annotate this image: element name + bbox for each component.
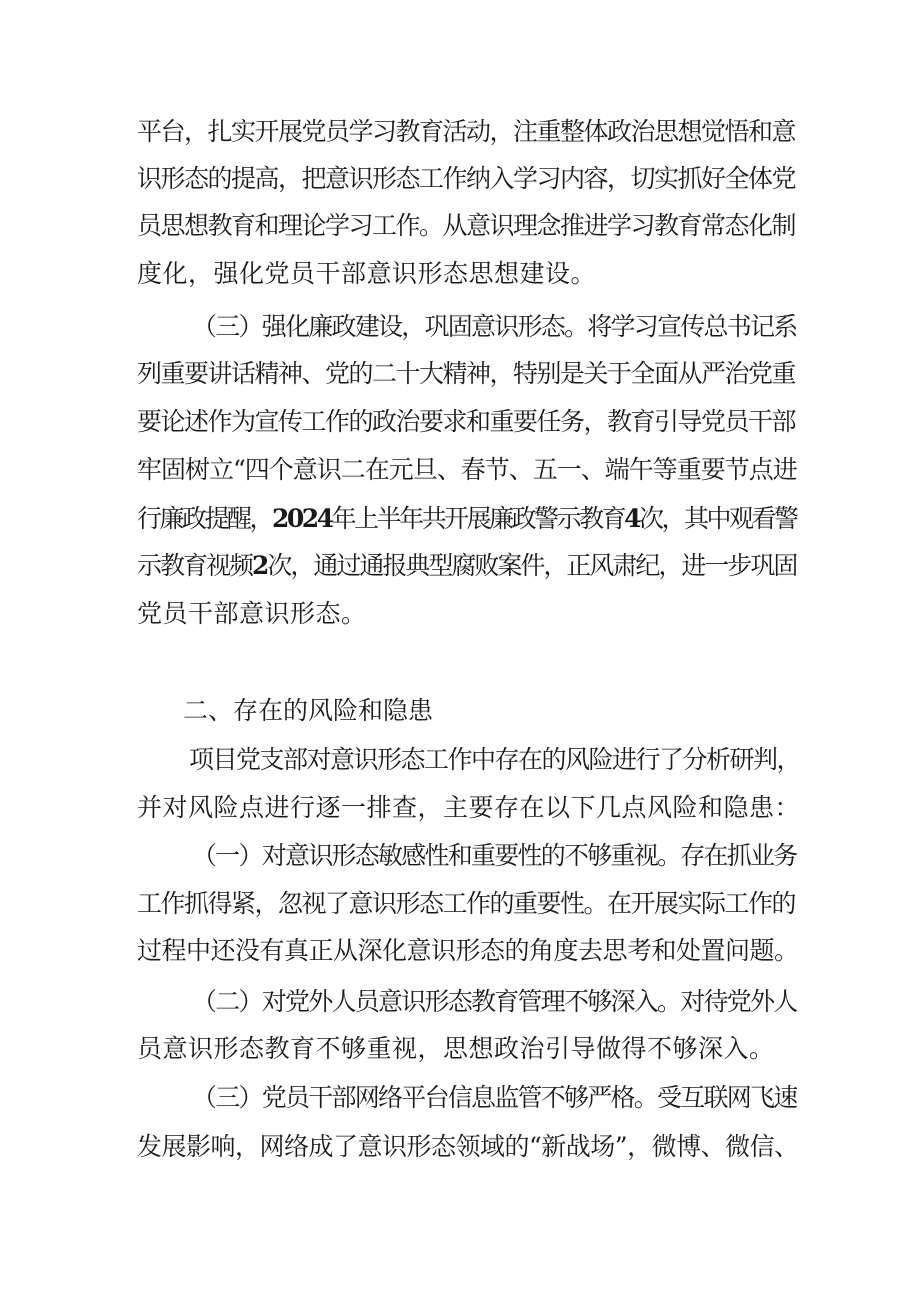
paragraph-2-line-4: 牢固树立“四个意识二在元旦、春节、五一、端午等重要节点进 <box>137 455 797 484</box>
paragraph-2-line-6 <box>137 553 796 578</box>
paragraph-2-line-1: （三）强化廉政建设，巩固意识形态。将学习宣传总书记系 <box>192 312 797 341</box>
line-6-suffix: 次，通过通报典型腐败案件，正风肃纪，进一步巩固 <box>267 551 797 580</box>
paragraph-2-line-5 <box>137 506 797 531</box>
line-6-prefix: 示教育视频 <box>137 551 253 580</box>
paragraph-4-line-3: 过程中还没有真正从深化意识形态的角度去思考和处置问题。 <box>137 936 799 965</box>
paragraph-4-line-2: 工作抓得紧，忽视了意识形态工作的重要性。在开展实际工作的 <box>137 889 796 918</box>
paragraph-2-line-7: 党员干部意识形态。 <box>137 599 367 628</box>
paragraph-1-line-2: 识形态的提高，把意识形态工作纳入学习内容，切实抓好全体党 <box>137 164 796 193</box>
paragraph-1-line-1: 平台，扎实开展党员学习教育活动，注重整体政治思想觉悟和意 <box>137 117 796 146</box>
paragraph-5-line-1: （二）对党外人员意识形态教育管理不够深入。对待党外人 <box>192 987 797 1016</box>
education-count: 4 <box>624 504 640 533</box>
year-number: 2024 <box>272 504 332 533</box>
paragraph-2-line-3: 要论述作为宣传工作的政治要求和重要任务，教育引导党员干部 <box>137 407 796 436</box>
paragraph-1-line-4: 度化，强化党员干部意识形态思想建设。 <box>137 259 597 288</box>
paragraph-1-line-3: 员思想教育和理论学习工作。从意识理念推进学习教育常态化制 <box>137 211 796 240</box>
paragraph-5-line-2: 员意识形态教育不够重视，思想政治引导做得不够深入。 <box>137 1034 775 1063</box>
line-5-prefix: 行廉政提醒， <box>137 504 273 533</box>
paragraph-3-line-2: 并对风险点进行逐一排查，主要存在以下几点风险和隐患： <box>137 793 801 822</box>
paragraph-6-line-2: 发展影响，网络成了意识形态领域的“新战场”，微博、微信、 <box>137 1132 799 1161</box>
section-heading: 二、存在的风险和隐患 <box>183 696 434 725</box>
paragraph-6-line-1: （三）党员干部网络平台信息监管不够严格。受互联网飞速 <box>192 1083 797 1112</box>
line-5-mid: 年上半年共开展廉政警示教育 <box>331 504 625 533</box>
paragraph-2-line-2: 列重要讲话精神、党的二十大精神，特别是关于全面从严治党重 <box>137 359 796 388</box>
line-5-suffix: 次，其中观看警 <box>639 504 797 533</box>
video-count: 2 <box>252 551 268 580</box>
paragraph-4-line-1: （一）对意识形态敏感性和重要性的不够重视。存在抓业务 <box>192 841 797 870</box>
paragraph-3-line-1: 项目党支部对意识形态工作中存在的风险进行了分析研判， <box>189 745 801 774</box>
